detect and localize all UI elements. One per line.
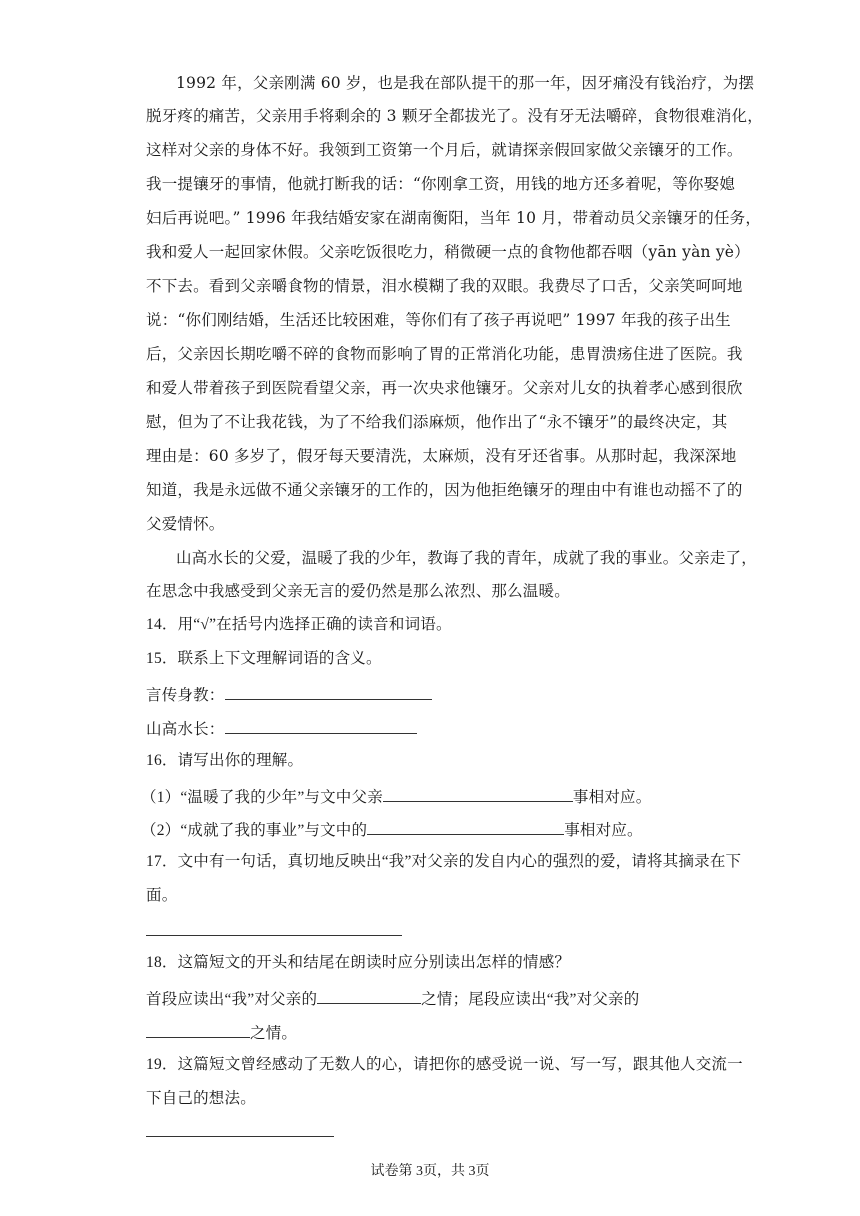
question-16: 16．请写出你的理解。 <box>146 752 304 769</box>
passage-line: 后，父亲因长期吃嚼不碎的食物而影响了胃的正常消化功能，患胃溃疡住进了医院。我 <box>146 345 743 363</box>
prompt-text: 之情。 <box>250 1025 298 1042</box>
question-17-cont: 面。 <box>146 887 178 904</box>
question-15-item-b <box>146 717 417 740</box>
question-18: 18．这篇短文的开头和结尾在朗读时应分别读出怎样的情感？ <box>146 954 571 971</box>
answer-blank[interactable] <box>317 987 421 1004</box>
answer-blank[interactable] <box>225 717 417 734</box>
passage-line: 慰，但为了不让我花钱，为了不给我们添麻烦，他作出了“永不镶牙”的最终决定，其 <box>146 413 728 431</box>
question-19-cont: 下自己的想法。 <box>146 1090 256 1107</box>
passage-line: 山高水长的父爱，温暖了我的少年，教诲了我的青年，成就了我的事业。父亲走了， <box>176 549 757 567</box>
passage-line: 脱牙疼的痛苦，父亲用手将剩余的 3 颗牙全都拔光了。没有牙无法嚼碎，食物很难消化， <box>146 107 763 125</box>
prompt-text: （1）“温暖了我的少年”与文中父亲 <box>141 789 383 806</box>
question-16-part-2 <box>141 818 643 841</box>
prompt-text: （2）“成就了我的事业”与文中的 <box>141 822 368 839</box>
term-label: 山高水长： <box>146 721 225 738</box>
question-18-answer <box>146 987 639 1010</box>
page-footer: 试卷第 3页，共 3页 <box>370 1164 490 1179</box>
question-16-part-1 <box>141 785 651 808</box>
answer-line[interactable] <box>146 1136 334 1137</box>
prompt-text: 之情；尾段应读出“我”对父亲的 <box>421 991 640 1008</box>
answer-blank[interactable] <box>367 818 564 835</box>
passage-line: 说：“你们刚结婚，生活还比较困难，等你们有了孩子再说吧” 1997 年我的孩子出生 <box>146 311 731 329</box>
question-18-answer-cont <box>146 1021 297 1044</box>
passage-line: 这样对父亲的身体不好。我领到工资第一个月后，就请探亲假回家做父亲镶牙的工作。 <box>146 141 743 159</box>
question-17: 17．文中有一句话，真切地反映出“我”对父亲的发自内心的强烈的爱，请将其摘录在下 <box>146 853 742 870</box>
passage-line: 1992 年，父亲刚满 60 岁，也是我在部队提干的那一年，因牙痛没有钱治疗，为摆 <box>176 74 755 92</box>
answer-blank[interactable] <box>383 785 573 802</box>
passage-line: 知道，我是永远做不通父亲镶牙的工作的，因为他拒绝镶牙的理由中有谁也动摇不了的 <box>146 481 743 499</box>
answer-blank[interactable] <box>225 683 432 700</box>
prompt-text: 事相对应。 <box>564 822 643 839</box>
question-15-item-a <box>146 683 432 706</box>
passage-line: 和爱人带着孩子到医院看望父亲，再一次央求他镶牙。父亲对儿女的执着孝心感到很欣 <box>146 379 743 397</box>
question-15: 15．联系上下文理解词语的含义。 <box>146 650 382 667</box>
passage-line: 在思念中我感受到父亲无言的爱仍然是那么浓烈、那么温暖。 <box>146 582 570 600</box>
passage-line: 不下去。看到父亲嚼食物的情景，泪水模糊了我的双眼。我费尽了口舌，父亲笑呵呵地 <box>146 277 743 295</box>
prompt-text: 事相对应。 <box>572 789 652 806</box>
passage-line: 妇后再说吧。” 1996 年我结婚安家在湖南衡阳，当年 10 月，带着动员父亲镶牙的任务， <box>146 209 762 227</box>
passage-line: 父爱情怀。 <box>146 515 225 533</box>
answer-blank[interactable] <box>146 1021 250 1038</box>
passage-line: 我和爱人一起回家休假。父亲吃饭很吃力，稍微硬一点的食物他都吞咽（yān yàn yè） <box>146 243 750 261</box>
passage-line: 理由是：60 多岁了，假牙每天要清洗，太麻烦，没有牙还省事。从那时起，我深深地 <box>146 447 737 465</box>
term-label: 言传身教： <box>146 687 225 704</box>
passage-line: 我一提镶牙的事情，他就打断我的话：“你刚拿工资，用钱的地方还多着呢，等你娶媳 <box>146 175 736 193</box>
answer-line[interactable] <box>146 935 402 936</box>
question-19: 19．这篇短文曾经感动了无数人的心，请把你的感受说一说、写一写，跟其他人交流一 <box>146 1056 743 1073</box>
prompt-text: 首段应读出“我”对父亲的 <box>146 991 318 1008</box>
question-14: 14．用“√”在括号内选择正确的读音和词语。 <box>146 616 452 633</box>
